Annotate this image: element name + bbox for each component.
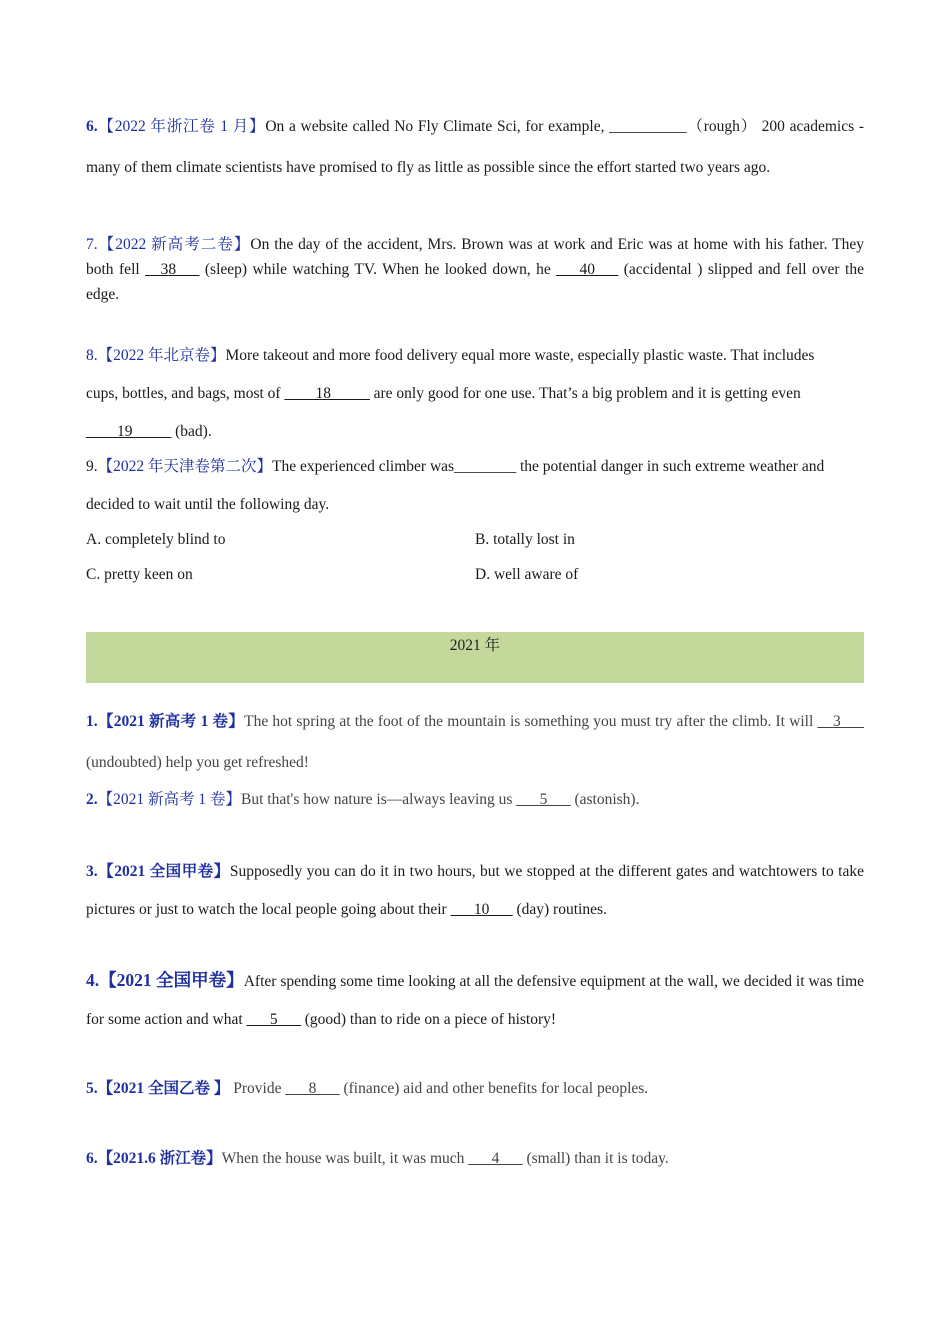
question-text: Provide [229,1080,286,1097]
question-number: 6. [86,118,98,135]
question-2021-5 [86,1076,864,1101]
answer-blank: __3___ [817,713,864,730]
question-text: But that's how nature is—always leaving us [241,791,517,808]
question-source: 【2021 新高考 1 卷】 [97,713,245,730]
question-text: More takeout and more food delivery equal more waste, especially plastic waste. That includes cups, bottles, and bags, most of [86,347,815,402]
question-source: 【2021 全国甲卷】 [99,970,244,990]
question-number: 7. [86,236,98,253]
question-text: On the day of the accident, Mrs. Brown was at work and Eric was at home with his father. They both fell [86,236,864,278]
question-text: On a website called No Fly Climate Sci, for example, [265,118,610,135]
question-source: 【2021 新高考 1 卷】 [97,791,242,808]
question-text: (small) than it is today. [522,1150,669,1167]
question-text: The experienced climber was [272,458,455,475]
question-text: （rough） 200 academics - many of them climate scientists have promised to fly as little as possible since the effort started two years ago. [86,118,864,176]
question-source: 【2021 全国乙卷 】 [97,1080,230,1097]
answer-blank: ___8___ [285,1080,340,1097]
option-d: D. well aware of [475,566,579,583]
question-number: 3. [86,863,98,880]
answer-blank: __38___ [145,261,200,278]
answer-blank: ________ [454,458,517,475]
question-2021-4 [86,961,864,1039]
question-text: (day) routines. [512,901,607,918]
question-text: (astonish). [570,791,640,808]
question-number: 2. [86,791,98,808]
question-source: 【2022 年北京卷】 [97,347,226,364]
question-2022-7 [86,232,864,307]
question-text: When the house was built, it was much [221,1150,469,1167]
question-number: 6. [86,1150,98,1167]
question-2022-6 [86,106,864,188]
question-number: 8. [86,347,98,364]
question-number: 1. [86,713,98,730]
question-2021-3 [86,853,864,929]
question-number: 4. [86,970,100,990]
answer-blank: ___5___ [516,791,571,808]
question-source: 【2022 新高考二卷】 [97,236,251,253]
question-source: 【2021 全国甲卷】 [97,863,230,880]
question-text: Supposedly you can do it in two hours, but we stopped at the different gates and watchtowers to take pictures or just to watch the local people going about their [86,863,864,918]
question-text: (bad). [171,423,212,440]
option-b: B. totally lost in [475,531,575,548]
answer-blank: ___4___ [468,1150,523,1167]
answer-blank: ___10___ [450,901,513,918]
question-source: 【2022 年浙江卷 1 月】 [97,118,266,135]
question-text: (accidental ) slipped and fell over the edge. [86,261,864,303]
question-text: After spending some time looking at all the defensive equipment at the wall, we decided it was time for some action and what [86,973,865,1028]
question-text: (sleep) while watching TV. When he looked down, he [199,261,557,278]
question-source: 【2021.6 浙江卷】 [97,1150,222,1167]
question-2021-1 [86,701,864,783]
question-number: 9. [86,458,98,475]
question-text: The hot spring at the foot of the mountain is something you must try after the climb. It will [244,713,818,730]
question-2021-6 [86,1146,864,1171]
answer-blank: ___5___ [246,1011,301,1028]
answer-blank: ___40___ [556,261,619,278]
question-text: (undoubted) help you get refreshed! [86,754,309,771]
question-source: 【2022 年天津卷第二次】 [97,458,273,475]
question-number: 5. [86,1080,98,1097]
question-text: are only good for one use. That’s a big problem and it is getting even [369,385,801,402]
question-text: the potential danger in such extreme weather and decided to wait until the following day. [86,458,825,513]
question-2022-8 [86,337,826,451]
option-c: C. pretty keen on [86,566,193,583]
question-text: (good) than to ride on a piece of history! [300,1011,557,1028]
answer-blank: ____19_____ [86,423,172,440]
year-section-banner: 2021 年 [86,632,864,683]
question-text: (finance) aid and other benefits for local peoples. [339,1080,649,1097]
question-2021-2 [86,787,864,812]
question-2022-9 [86,448,864,524]
answer-blank: __________ [609,118,687,135]
answer-blank: ____18_____ [284,385,370,402]
option-a: A. completely blind to [86,531,226,548]
